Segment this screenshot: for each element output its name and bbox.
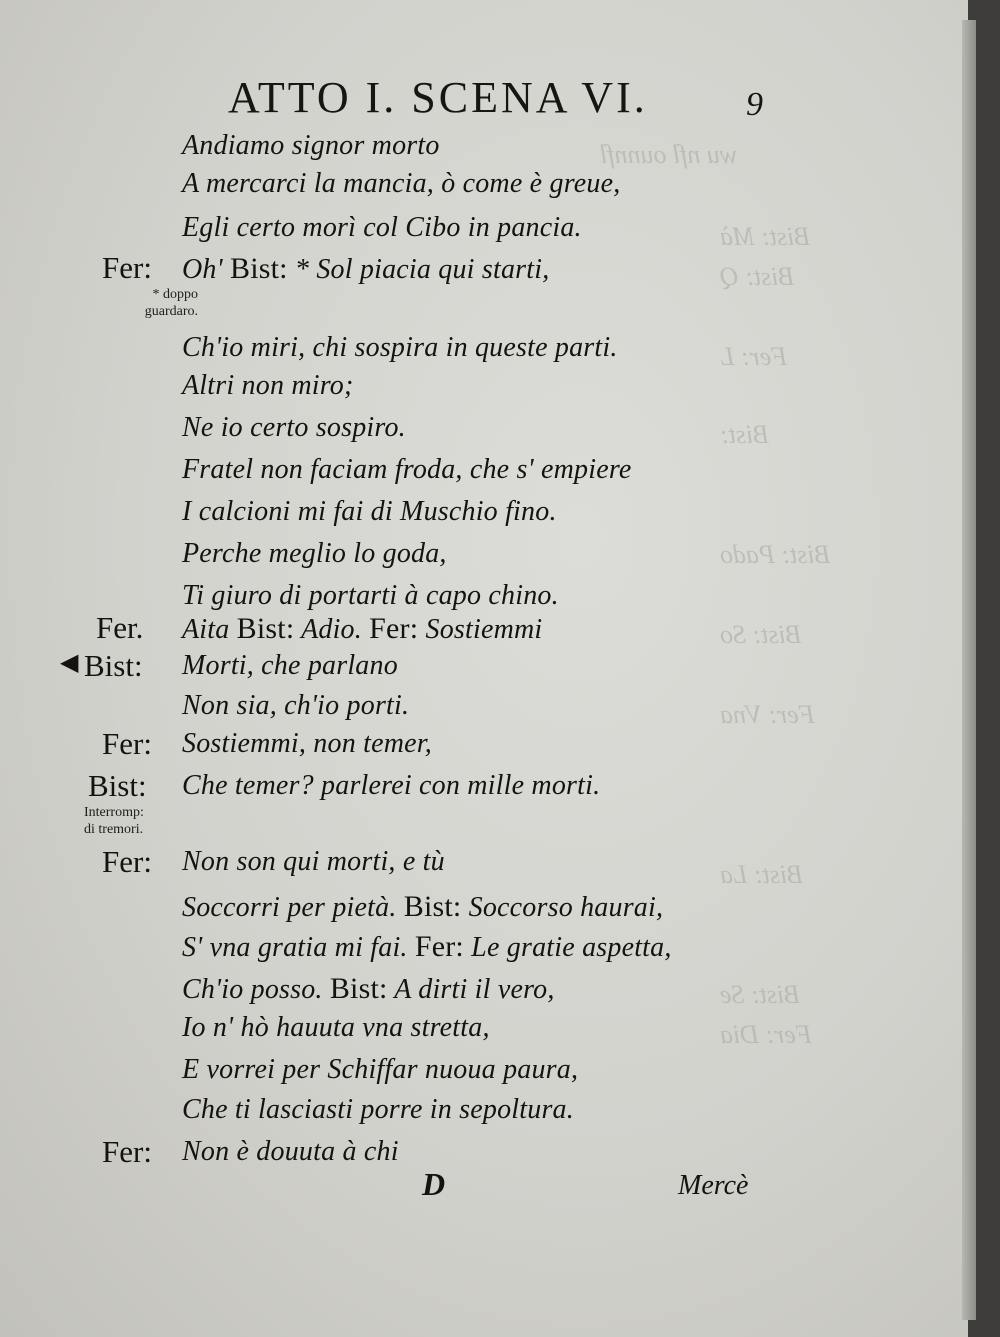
verse-line	[182, 412, 406, 444]
verse-text-span: Oh'	[182, 254, 231, 285]
bleed-through: Bist: Pado	[720, 540, 831, 569]
verse-text-span: Sostiemmi	[418, 614, 543, 645]
verse-text-span: Aita	[182, 614, 237, 645]
speaker-label: Fer:	[102, 250, 152, 285]
verse-line	[182, 846, 445, 878]
verse-text-span: Fratel non faciam froda, che s' empiere	[182, 454, 632, 485]
verse-text-span: Non è douuta à chi	[182, 1136, 399, 1167]
bleed-through: Bist: Se	[720, 980, 801, 1009]
bleed-through: Bist: Mà	[720, 222, 811, 251]
catchword: Mercè	[678, 1170, 749, 1201]
speaker-label: Fer:	[102, 1134, 152, 1169]
page-number: 9	[746, 86, 763, 123]
verse-text-span: A mercarci la mancia, ò come è greue,	[182, 168, 621, 199]
manicule-mark: ◀	[60, 648, 79, 676]
margin-note-interromp	[84, 804, 184, 838]
verse-text-span: Non son qui morti, e tù	[182, 846, 445, 877]
verse-line	[182, 1094, 574, 1126]
verse-line	[182, 1012, 490, 1044]
bleed-through: wu nfl ounnfl	[600, 140, 738, 169]
verse-text-span: Andiamo signor morto	[182, 130, 440, 161]
inline-speaker: Bist:	[236, 612, 295, 645]
bleed-through: Fer: Dia	[720, 1020, 812, 1049]
signature-mark: D	[422, 1166, 446, 1202]
verse-line	[182, 212, 582, 244]
verse-text-span: Non sia, ch'io porti.	[182, 690, 410, 721]
speaker-label: Bist:	[88, 768, 147, 803]
verse-line	[182, 370, 354, 402]
bleed-through: Fer: L	[720, 342, 788, 371]
speaker-label: Fer:	[102, 726, 152, 761]
bleed-through: Bist: Q	[720, 262, 795, 291]
verse-text-span: Morti, che parlano	[182, 650, 398, 681]
verse-text-span: Le gratie aspetta,	[463, 932, 672, 963]
verse-text-span: Io n' hò hauuta vna stretta,	[182, 1012, 490, 1043]
verse-text-span: E vorrei per Schiffar nuoua paura,	[182, 1054, 579, 1085]
bleed-through: Fer: Vna	[720, 700, 815, 729]
inline-speaker: Bist:	[230, 252, 288, 285]
verse-line	[182, 650, 398, 682]
verse-line	[182, 496, 557, 528]
verse-text-span: Ch'io posso.	[182, 974, 330, 1005]
verse-text-span: Ti giuro di portarti à capo chino.	[182, 580, 559, 611]
running-head: ATTO I. SCENA VI.	[228, 73, 648, 122]
inline-speaker: Bist:	[403, 890, 462, 923]
verse-line	[182, 454, 632, 486]
verse-line	[182, 1054, 578, 1086]
inline-speaker: Fer:	[414, 930, 464, 963]
verse-text-span: Ch'io miri, chi sospira in queste parti.	[182, 332, 618, 363]
verse-line	[182, 1136, 399, 1168]
bleed-through: Bist:	[720, 420, 770, 449]
verse-line	[182, 972, 555, 1006]
verse-line	[182, 130, 440, 162]
page-edge	[962, 20, 976, 1320]
verse-line	[182, 612, 542, 646]
verse-line	[182, 168, 620, 200]
verse-line	[182, 580, 559, 612]
speaker-label: Fer:	[102, 844, 152, 879]
speaker-label: Bist:	[84, 648, 143, 683]
verse-line	[182, 890, 663, 924]
bleed-through: Bist: So	[720, 620, 802, 649]
verse-text-span: * Sol piacia qui starti,	[287, 254, 550, 285]
verse-text-span: I calcioni mi fai di Muschio fino.	[182, 496, 557, 527]
verse-text-span: Che ti lasciasti porre in sepoltura.	[182, 1094, 574, 1125]
verse-line	[182, 538, 447, 570]
verse-text-span: Altri non miro;	[182, 370, 354, 401]
inline-speaker: Bist:	[329, 972, 388, 1005]
margin-note-text: * doppo guardaro.	[144, 287, 198, 319]
verse-text-span: Soccorso haurai,	[461, 892, 664, 923]
verse-text-span: Che temer? parlerei con mille morti.	[182, 770, 601, 801]
bleed-through: Bist: La	[720, 860, 804, 889]
verse-line	[182, 728, 432, 760]
verse-text-span: Soccorri per pietà.	[182, 892, 404, 923]
verse-text-span: Ne io certo sospiro.	[182, 412, 406, 443]
verse-line	[182, 252, 549, 286]
verse-line	[182, 690, 409, 722]
verse-text-span: Adio.	[294, 614, 370, 645]
verse-text-span: Egli certo morì col Cibo in pancia.	[182, 212, 582, 243]
margin-note-doppo	[118, 286, 198, 320]
verse-text-span: S' vna gratia mi fai.	[182, 932, 415, 963]
verse-text-span: Perche meglio lo goda,	[182, 538, 447, 569]
verse-line	[182, 332, 618, 364]
verse-text-span: Sostiemmi, non temer,	[182, 728, 432, 759]
margin-note-text: Interromp: di tremori.	[84, 805, 144, 837]
inline-speaker: Fer:	[369, 612, 419, 645]
verse-text-span: A dirti il vero,	[387, 974, 555, 1005]
speaker-label: Fer.	[96, 610, 144, 645]
verse-line	[182, 770, 600, 802]
verse-line	[182, 930, 672, 964]
